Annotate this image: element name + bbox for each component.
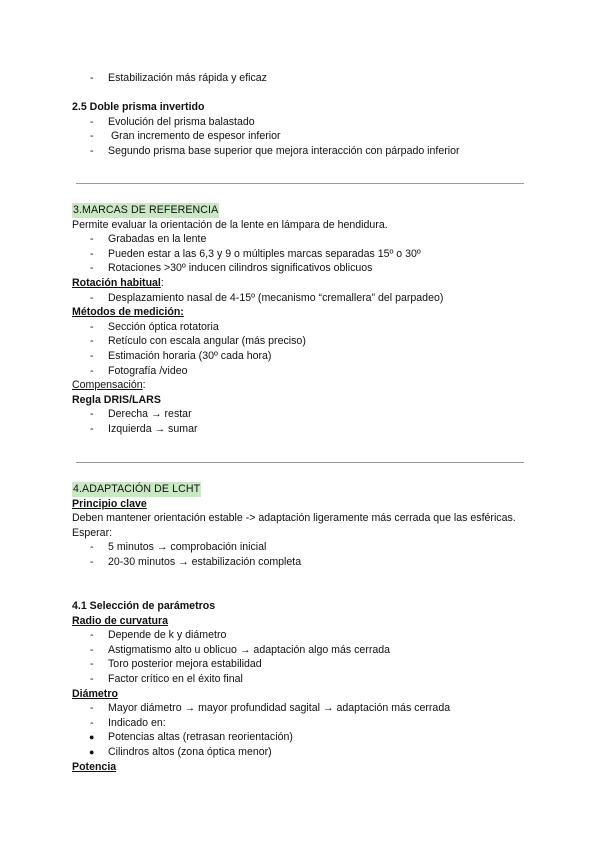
list-item: - Rotaciones >30º inducen cilindros significativos oblicuos — [90, 262, 373, 275]
dash-marker: - — [90, 247, 94, 260]
dash-marker: - — [90, 364, 94, 377]
radius-heading: Radio de curvatura — [72, 614, 168, 627]
dash-marker: - — [90, 349, 94, 362]
list-item: - Fotografía /video — [90, 364, 188, 377]
list-item: - 5 minutos → comprobación inicial — [90, 541, 267, 554]
dash-marker: - — [90, 262, 94, 275]
list-item: - Grabadas en la lente — [90, 233, 207, 246]
dash-marker: - — [90, 643, 94, 656]
dash-marker: - — [90, 422, 94, 435]
dash-marker: - — [90, 541, 94, 554]
list-item: - Evolución del prisma balastado — [90, 115, 255, 128]
list-item: - Sección óptica rotatoria — [90, 320, 219, 333]
section-4 — [72, 482, 532, 570]
list-item: - Factor crítico en el éxito final — [90, 672, 243, 685]
dash-marker: - — [90, 130, 94, 143]
dash-marker: - — [90, 408, 94, 421]
list-item: - Astigmatismo alto u oblicuo → adaptación algo más cerrada — [90, 643, 391, 656]
section-3-title: 3.MARCAS DE REFERENCIA — [73, 204, 219, 216]
horizontal-divider — [76, 462, 524, 463]
bullet-marker: ● — [89, 746, 95, 757]
list-item: - Retículo con escala angular (más preciso) — [90, 335, 306, 348]
section-2-5 — [72, 100, 532, 158]
dash-marker: - — [90, 629, 94, 642]
dash-marker: - — [90, 144, 94, 157]
list-item: - Depende de k y diámetro — [90, 629, 227, 642]
dash-marker: - — [90, 72, 94, 84]
list-item: - Indicado en: — [90, 716, 166, 729]
dash-marker: - — [90, 115, 94, 128]
list-item: - Toro posterior mejora estabilidad — [90, 658, 262, 671]
dash-marker: - — [90, 658, 94, 671]
list-item: - Gran incremento de espesor inferior — [90, 130, 281, 143]
section-2-5-heading: 2.5 Doble prisma invertido — [72, 101, 205, 113]
section-4-1 — [72, 599, 532, 774]
rotation-heading: Rotación habitual: — [72, 276, 164, 289]
top-list — [72, 71, 532, 86]
list-item: - Estimación horaria (30º cada hora) — [90, 349, 272, 362]
dash-marker: - — [90, 335, 94, 348]
list-item: - Izquierda → sumar — [90, 422, 198, 435]
wait-label: Esperar: — [72, 526, 113, 539]
dash-marker: - — [90, 555, 94, 568]
dash-marker: - — [90, 291, 94, 304]
section-3-intro: Permite evaluar la orientación de la lente en lámpara de hendidura. — [72, 218, 388, 231]
section-3 — [72, 203, 532, 437]
rule-heading: Regla DRIS/LARS — [72, 393, 161, 406]
list-item: - 20-30 minutos → estabilización completa — [90, 555, 302, 568]
compensation-heading: Compensación: — [72, 379, 146, 392]
principle-text: Deben mantener orientación estable -> adaptación ligeramente más cerrada que las esféricas. — [72, 512, 516, 525]
section-4-title: 4.ADAPTACIÓN DE LCHT — [73, 483, 201, 495]
dash-marker: - — [90, 702, 94, 715]
dash-marker: - — [90, 320, 94, 333]
principle-heading: Principio clave — [72, 497, 147, 510]
power-heading: Potencia — [72, 760, 117, 773]
bullet-marker: ● — [89, 732, 95, 743]
dash-marker: - — [90, 672, 94, 685]
section-4-1-heading: 4.1 Selección de parámetros — [72, 600, 216, 612]
list-item: ● Potencias altas (retrasan reorientación) — [89, 731, 293, 744]
list-item: - Estabilización más rápida y eficaz — [90, 72, 267, 84]
methods-heading: Métodos de medición: — [72, 306, 184, 319]
list-item: - Desplazamiento nasal de 4-15º (mecanismo “cremallera” del parpadeo) — [90, 291, 444, 304]
list-item: - Pueden estar a las 6,3 y 9 o múltiples marcas separadas 15º o 30º — [90, 247, 421, 260]
dash-marker: - — [90, 233, 94, 246]
list-item: - Segundo prisma base superior que mejora interacción con párpado inferior — [90, 144, 460, 157]
list-item: ● Cilindros altos (zona óptica menor) — [89, 745, 272, 758]
diameter-heading: Diámetro — [72, 687, 118, 700]
list-item: - Mayor diámetro → mayor profundidad sagital → adaptación más cerrada — [90, 702, 451, 715]
list-item: - Derecha → restar — [90, 408, 192, 421]
horizontal-divider — [76, 183, 524, 184]
dash-marker: - — [90, 716, 94, 729]
